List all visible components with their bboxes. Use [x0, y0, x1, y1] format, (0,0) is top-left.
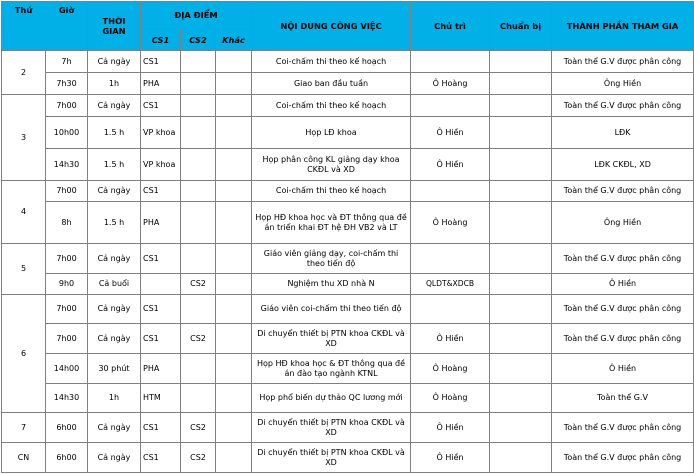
participants-cell: Ô Hiền: [552, 274, 694, 295]
prep-cell: [490, 274, 552, 295]
cs1-cell: [141, 274, 181, 295]
cs1-cell: CS1: [141, 95, 181, 117]
duration-cell: Cả ngày: [88, 295, 141, 324]
participants-cell: Toàn thể G.V được phân công: [552, 95, 694, 117]
cs2-cell: CS2: [181, 413, 216, 443]
khac-cell: [216, 149, 252, 181]
khac-cell: [216, 95, 252, 117]
table-row: [2, 202, 694, 244]
time-cell: 7h00: [46, 244, 88, 274]
cs1-cell: PHA: [141, 354, 181, 384]
chair-cell: Ô Hoàng: [411, 202, 490, 244]
header-cs1: CS1: [141, 30, 181, 51]
content-cell: Di chuyển thiết bị PTN khoa CKĐL và XD: [252, 324, 411, 354]
khac-cell: [216, 384, 252, 413]
participants-cell: LĐK: [552, 117, 694, 149]
table-row: [2, 181, 694, 202]
time-cell: 10h00: [46, 117, 88, 149]
day-cell: 5: [2, 244, 46, 295]
header-thanh-phan: THÀNH PHẦN THAM GIA: [552, 2, 694, 51]
cs2-cell: [181, 181, 216, 202]
cs1-cell: CS1: [141, 324, 181, 354]
prep-cell: [490, 181, 552, 202]
prep-cell: [490, 324, 552, 354]
cs2-cell: [181, 51, 216, 73]
table-row: [2, 354, 694, 384]
prep-cell: [490, 117, 552, 149]
duration-cell: 1.5 h: [88, 117, 141, 149]
khac-cell: [216, 181, 252, 202]
cs2-cell: [181, 202, 216, 244]
cs1-cell: CS1: [141, 244, 181, 274]
content-cell: Nghiệm thu XD nhà N: [252, 274, 411, 295]
duration-cell: 1h: [88, 73, 141, 95]
day-cell: 6: [2, 295, 46, 413]
content-cell: Họp phổ biến dự thảo QC lương mới: [252, 384, 411, 413]
day-cell: CN: [2, 443, 46, 473]
khac-cell: [216, 202, 252, 244]
cs2-cell: [181, 117, 216, 149]
chair-cell: Ô Hiền: [411, 413, 490, 443]
khac-cell: [216, 354, 252, 384]
header-noi-dung: NỘI DUNG CÔNG VIỆC: [252, 2, 411, 51]
prep-cell: [490, 73, 552, 95]
participants-cell: Toàn thể G.V được phân công: [552, 413, 694, 443]
participants-cell: Toàn thể G.V được phân công: [552, 244, 694, 274]
cs2-cell: [181, 73, 216, 95]
chair-cell: [411, 51, 490, 73]
table-row: [2, 51, 694, 73]
cs1-cell: HTM: [141, 384, 181, 413]
header-thoi-gian: THỜI GIAN: [88, 2, 141, 51]
cs1-cell: VP khoa: [141, 117, 181, 149]
header-chuan-bi: Chuẩn bị: [490, 2, 552, 51]
prep-cell: [490, 295, 552, 324]
prep-cell: [490, 244, 552, 274]
chair-cell: Ô Hiền: [411, 149, 490, 181]
table-row: [2, 73, 694, 95]
chair-cell: Ô Hoàng: [411, 73, 490, 95]
cs1-cell: CS1: [141, 51, 181, 73]
table-row: [2, 117, 694, 149]
weekly-schedule-table: [1, 1, 694, 473]
day-cell: 4: [2, 181, 46, 244]
duration-cell: 1h: [88, 384, 141, 413]
cs1-cell: PHA: [141, 202, 181, 244]
header-gio: Giờ: [46, 2, 88, 51]
cs2-cell: [181, 384, 216, 413]
time-cell: 7h00: [46, 181, 88, 202]
khac-cell: [216, 244, 252, 274]
time-cell: 14h30: [46, 384, 88, 413]
day-cell: 3: [2, 95, 46, 181]
time-cell: 14h30: [46, 149, 88, 181]
duration-cell: Cả ngày: [88, 95, 141, 117]
table-row: [2, 324, 694, 354]
time-cell: 6h00: [46, 413, 88, 443]
chair-cell: Ô Hoàng: [411, 354, 490, 384]
prep-cell: [490, 51, 552, 73]
chair-cell: Ô Hoàng: [411, 384, 490, 413]
chair-cell: Ô Hiền: [411, 117, 490, 149]
content-cell: Họp HĐ khoa học và ĐT thông qua đề án triển khai ĐT hệ ĐH VB2 và LT: [252, 202, 411, 244]
participants-cell: Toàn thể G.V: [552, 384, 694, 413]
prep-cell: [490, 202, 552, 244]
table-row: [2, 244, 694, 274]
participants-cell: LĐK CKĐL, XD: [552, 149, 694, 181]
cs1-cell: CS1: [141, 295, 181, 324]
content-cell: Coi-chấm thi theo kế hoạch: [252, 181, 411, 202]
time-cell: 7h00: [46, 295, 88, 324]
chair-cell: Ô Hiền: [411, 443, 490, 473]
participants-cell: Toàn thể G.V được phân công: [552, 181, 694, 202]
duration-cell: Cả buổi: [88, 274, 141, 295]
header-khac: Khác: [216, 30, 252, 51]
content-cell: Di chuyển thiết bị PTN khoa CKĐL và XD: [252, 413, 411, 443]
day-cell: 2: [2, 51, 46, 95]
duration-cell: Cả ngày: [88, 413, 141, 443]
cs1-cell: CS1: [141, 443, 181, 473]
khac-cell: [216, 274, 252, 295]
khac-cell: [216, 413, 252, 443]
table-row: [2, 384, 694, 413]
participants-cell: Toàn thể G.V được phân công: [552, 443, 694, 473]
participants-cell: Ông Hiền: [552, 202, 694, 244]
khac-cell: [216, 443, 252, 473]
time-cell: 7h00: [46, 95, 88, 117]
duration-cell: Cả ngày: [88, 443, 141, 473]
cs2-cell: CS2: [181, 274, 216, 295]
header-cs2: CS2: [181, 30, 216, 51]
duration-cell: 1.5 h: [88, 202, 141, 244]
content-cell: Coi-chấm thi theo kế hoạch: [252, 95, 411, 117]
khac-cell: [216, 73, 252, 95]
time-cell: 7h00: [46, 324, 88, 354]
khac-cell: [216, 295, 252, 324]
cs2-cell: [181, 95, 216, 117]
chair-cell: [411, 95, 490, 117]
table-row: [2, 274, 694, 295]
content-cell: Họp phân công KL giảng dạy khoa CKĐL và XD: [252, 149, 411, 181]
duration-cell: Cả ngày: [88, 51, 141, 73]
time-cell: 6h00: [46, 443, 88, 473]
content-cell: Họp HĐ khoa học & ĐT thông qua đề án đào tạo ngành KTNL: [252, 354, 411, 384]
header-thu: Thứ: [2, 2, 46, 51]
duration-cell: 30 phút: [88, 354, 141, 384]
time-cell: 7h: [46, 51, 88, 73]
participants-cell: Ông Hiền: [552, 73, 694, 95]
participants-cell: Toàn thể G.V được phân công: [552, 324, 694, 354]
table-row: [2, 95, 694, 117]
chair-cell: [411, 295, 490, 324]
day-cell: 7: [2, 413, 46, 443]
cs2-cell: CS2: [181, 443, 216, 473]
table-row: [2, 149, 694, 181]
cs1-cell: VP khoa: [141, 149, 181, 181]
table-row: [2, 295, 694, 324]
cs2-cell: [181, 295, 216, 324]
cs2-cell: [181, 149, 216, 181]
content-cell: Giáo viên giảng dạy, coi-chấm thi theo tiến độ: [252, 244, 411, 274]
participants-cell: Toàn thể G.V được phân công: [552, 295, 694, 324]
duration-cell: 1.5 h: [88, 149, 141, 181]
cs2-cell: CS2: [181, 324, 216, 354]
prep-cell: [490, 443, 552, 473]
cs1-cell: CS1: [141, 181, 181, 202]
khac-cell: [216, 51, 252, 73]
cs2-cell: [181, 244, 216, 274]
chair-cell: QLDT&XDCB: [411, 274, 490, 295]
chair-cell: Ô Hiền: [411, 324, 490, 354]
content-cell: Di chuyển thiết bị PTN khoa CKĐL và XD: [252, 443, 411, 473]
time-cell: 8h: [46, 202, 88, 244]
participants-cell: Ô Hiền: [552, 354, 694, 384]
prep-cell: [490, 149, 552, 181]
participants-cell: Toàn thể G.V được phân công: [552, 51, 694, 73]
content-cell: Giáo viên coi-chấm thi theo tiến độ: [252, 295, 411, 324]
cs1-cell: CS1: [141, 413, 181, 443]
chair-cell: [411, 244, 490, 274]
header-chu-tri: Chủ trì: [411, 2, 490, 51]
prep-cell: [490, 354, 552, 384]
content-cell: Coi-chấm thi theo kế hoạch: [252, 51, 411, 73]
duration-cell: Cả ngày: [88, 244, 141, 274]
prep-cell: [490, 413, 552, 443]
table-row: [2, 413, 694, 443]
duration-cell: Cả ngày: [88, 181, 141, 202]
table-row: [2, 443, 694, 473]
khac-cell: [216, 117, 252, 149]
time-cell: 9h0: [46, 274, 88, 295]
header-dia-diem: ĐỊA ĐIỂM: [141, 2, 252, 30]
content-cell: Họp LĐ khoa: [252, 117, 411, 149]
cs2-cell: [181, 354, 216, 384]
prep-cell: [490, 384, 552, 413]
prep-cell: [490, 95, 552, 117]
cs1-cell: PHA: [141, 73, 181, 95]
time-cell: 14h00: [46, 354, 88, 384]
chair-cell: [411, 181, 490, 202]
duration-cell: Cả ngày: [88, 324, 141, 354]
time-cell: 7h30: [46, 73, 88, 95]
khac-cell: [216, 324, 252, 354]
content-cell: Giao ban đầu tuần: [252, 73, 411, 95]
